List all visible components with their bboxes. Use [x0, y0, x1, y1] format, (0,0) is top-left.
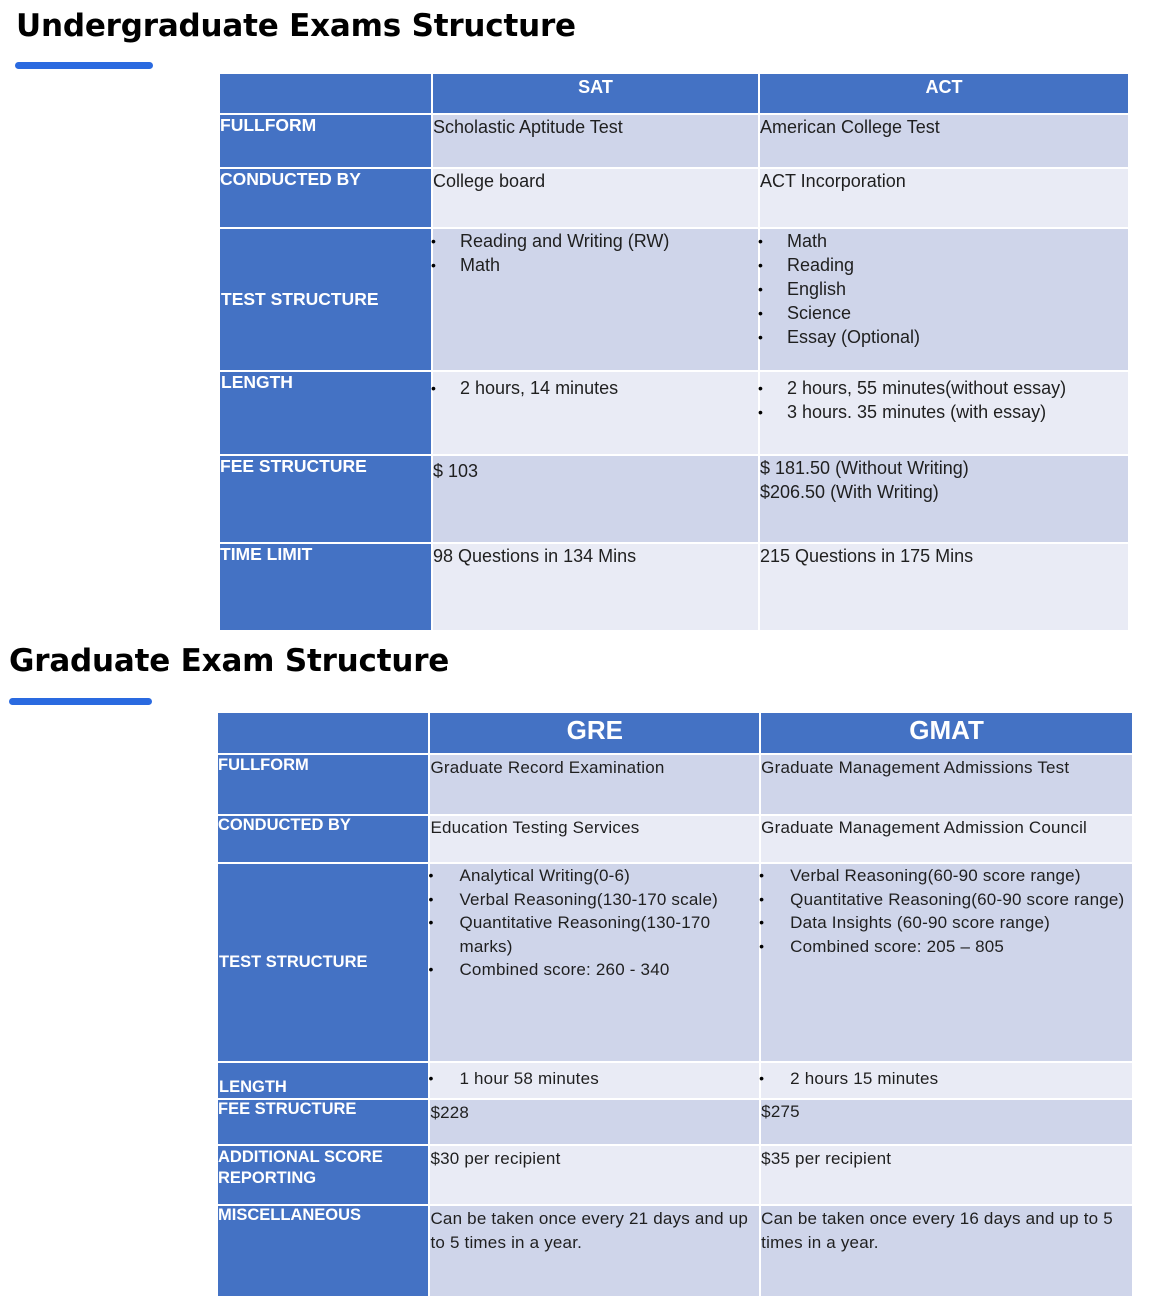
- act-time-limit-cell: 215 Questions in 175 Mins: [760, 544, 1128, 630]
- undergraduate-title-underline: [15, 62, 153, 69]
- row-header-additional-score-reporting: ADDITIONAL SCORE REPORTING: [218, 1146, 428, 1204]
- table-row-fee-structure: [220, 456, 1128, 542]
- gre-test-structure-cell: [430, 864, 759, 1061]
- row-header-conducted-by: CONDUCTED BY: [218, 816, 428, 862]
- list-item: • Reading and Writing (RW): [433, 229, 758, 253]
- list-item: • 1 hour 58 minutes: [430, 1067, 759, 1091]
- list-item: • Quantitative Reasoning(60-90 score range): [761, 888, 1132, 912]
- gre-fullform-cell: Graduate Record Examination: [430, 755, 759, 814]
- col-header-gre: GRE: [430, 713, 759, 753]
- gre-conducted-by-cell: Education Testing Services: [430, 816, 759, 862]
- act-length-list: [760, 376, 1128, 424]
- list-item: • Data Insights (60-90 score range): [761, 911, 1132, 935]
- table-row-time-limit: [220, 544, 1128, 630]
- act-fee-line: $ 181.50 (Without Writing): [760, 458, 969, 478]
- sat-test-structure-cell: [433, 229, 758, 370]
- list-item: • 2 hours, 14 minutes: [433, 376, 758, 400]
- row-header-fullform: FULLFORM: [220, 115, 431, 167]
- undergraduate-section-title: Undergraduate Exams Structure: [16, 8, 576, 44]
- list-item: • Verbal Reasoning(130-170 scale): [430, 888, 759, 912]
- gre-miscellaneous-cell: Can be taken once every 21 days and up to 5 times in a year.: [430, 1206, 759, 1296]
- gmat-test-structure-cell: [761, 864, 1132, 1061]
- act-conducted-by-cell: ACT Incorporation: [760, 169, 1128, 227]
- row-header-fee-structure: FEE STRUCTURE: [220, 456, 431, 542]
- row-header-fullform: FULLFORM: [218, 755, 428, 814]
- row-header-fee-structure: FEE STRUCTURE: [218, 1100, 428, 1144]
- table-row-conducted-by: [218, 816, 1132, 862]
- list-item: • Reading: [760, 253, 1128, 277]
- graduate-section-title: Graduate Exam Structure: [9, 643, 450, 679]
- act-test-structure-cell: [760, 229, 1128, 370]
- gre-test-structure-list: [430, 864, 759, 982]
- list-item: • Combined score: 205 – 805: [761, 935, 1132, 959]
- table-corner-cell: [220, 74, 431, 113]
- col-header-sat: SAT: [433, 74, 758, 113]
- table-corner-cell: [218, 713, 428, 753]
- col-header-gmat: GMAT: [761, 713, 1132, 753]
- gmat-conducted-by-cell: Graduate Management Admission Council: [761, 816, 1132, 862]
- row-header-length: LENGTH: [218, 1063, 428, 1098]
- table-row-test-structure: [218, 864, 1132, 1061]
- act-fullform-cell: American College Test: [760, 115, 1128, 167]
- sat-time-limit-cell: 98 Questions in 134 Mins: [433, 544, 758, 630]
- row-header-conducted-by: CONDUCTED BY: [220, 169, 431, 227]
- gmat-fee-cell: $275: [761, 1100, 1132, 1144]
- list-item: • Math: [433, 253, 758, 277]
- list-item: • Math: [760, 229, 1128, 253]
- gmat-test-structure-list: [761, 864, 1132, 958]
- list-item: • Science: [760, 301, 1128, 325]
- list-item: • Verbal Reasoning(60-90 score range): [761, 864, 1132, 888]
- gre-length-cell: [430, 1063, 759, 1098]
- list-item: • Quantitative Reasoning(130-170 marks): [430, 911, 759, 958]
- sat-conducted-by-cell: College board: [433, 169, 758, 227]
- sat-length-cell: [433, 372, 758, 454]
- table-row-test-structure: [220, 229, 1128, 370]
- gmat-fullform-cell: Graduate Management Admissions Test: [761, 755, 1132, 814]
- gmat-length-cell: [761, 1063, 1132, 1098]
- col-header-act: ACT: [760, 74, 1128, 113]
- undergraduate-exams-table: [218, 72, 1130, 632]
- list-item: • Essay (Optional): [760, 325, 1128, 349]
- row-header-time-limit: TIME LIMIT: [220, 544, 431, 630]
- gre-fee-cell: $228: [430, 1100, 759, 1144]
- list-item: • 3 hours. 35 minutes (with essay): [760, 400, 1128, 424]
- table-row-length: [220, 372, 1128, 454]
- gmat-score-reporting-cell: $35 per recipient: [761, 1146, 1132, 1204]
- act-length-cell: [760, 372, 1128, 454]
- act-fee-cell: [760, 456, 1128, 542]
- gmat-miscellaneous-cell: Can be taken once every 16 days and up to 5 times in a year.: [761, 1206, 1132, 1296]
- gre-length-list: [430, 1067, 759, 1091]
- table-row-miscellaneous: [218, 1206, 1132, 1296]
- table-row-additional-score-reporting: [218, 1146, 1132, 1204]
- list-item: • Combined score: 260 - 340: [430, 958, 759, 982]
- act-test-structure-list: [760, 229, 1128, 349]
- table-row-fee-structure: [218, 1100, 1132, 1144]
- list-item: • Analytical Writing(0-6): [430, 864, 759, 888]
- sat-test-structure-list: [433, 229, 758, 277]
- row-header-miscellaneous: MISCELLANEOUS: [218, 1206, 428, 1296]
- table-row-fullform: [220, 115, 1128, 167]
- graduate-title-underline: [9, 698, 152, 705]
- list-item: • 2 hours 15 minutes: [761, 1067, 1132, 1091]
- list-item: • 2 hours, 55 minutes(without essay): [760, 376, 1128, 400]
- sat-length-list: [433, 376, 758, 400]
- row-header-length: LENGTH: [220, 372, 431, 454]
- act-fee-line: $206.50 (With Writing): [760, 482, 939, 502]
- list-item: • English: [760, 277, 1128, 301]
- sat-fee-cell: $ 103: [433, 456, 758, 542]
- table-row-fullform: [218, 755, 1132, 814]
- sat-fullform-cell: Scholastic Aptitude Test: [433, 115, 758, 167]
- row-header-test-structure: TEST STRUCTURE: [220, 229, 431, 370]
- row-header-test-structure: TEST STRUCTURE: [218, 864, 428, 1061]
- graduate-exams-table: [216, 711, 1134, 1298]
- table-row-length: [218, 1063, 1132, 1098]
- gre-score-reporting-cell: $30 per recipient: [430, 1146, 759, 1204]
- gmat-length-list: [761, 1067, 1132, 1091]
- table-row-conducted-by: [220, 169, 1128, 227]
